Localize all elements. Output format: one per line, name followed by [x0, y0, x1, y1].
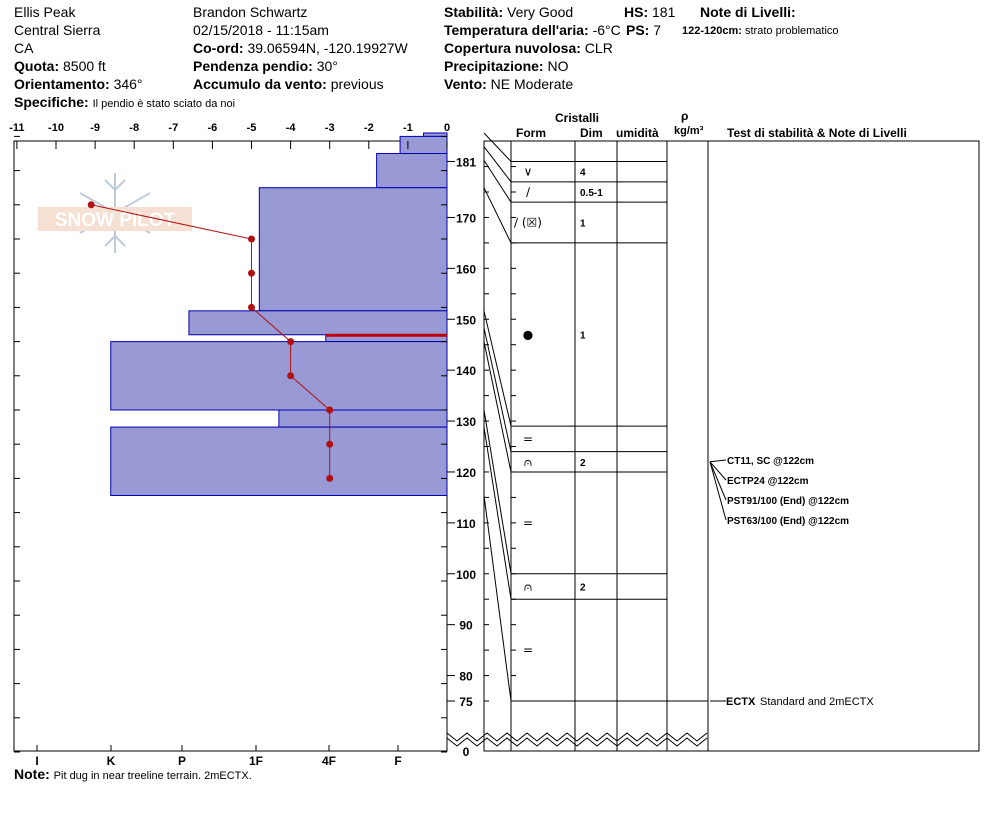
temperature-point: [326, 407, 333, 414]
stability-test-text: Standard and 2mECTX: [760, 696, 874, 708]
ps-label: PS:: [626, 22, 650, 38]
form-header: Form: [516, 126, 546, 140]
hs-label: HS:: [624, 4, 649, 20]
depth-axis-label: 181: [455, 155, 477, 170]
right-panel-frame: [484, 141, 979, 751]
depth-axis-label: 120: [455, 465, 477, 480]
moisture-header: umidità: [616, 126, 659, 140]
slope-label: Pendenza pendio:: [193, 58, 313, 74]
cloud-value: CLR: [584, 40, 613, 56]
axis-break-zigzag: [447, 733, 707, 741]
hardness-tick-label: F: [394, 754, 402, 768]
temperature-point: [326, 441, 333, 448]
stability-test-arrow: [710, 460, 726, 462]
temperature-point: [248, 304, 255, 311]
depth-axis-label: 130: [455, 415, 477, 430]
aspect-label: Orientamento:: [14, 76, 110, 92]
stability-notes-header: Test di stabilità & Note di Livelli: [727, 126, 907, 140]
temp-tick-label: -9: [90, 122, 100, 134]
wind-label: Vento:: [444, 76, 487, 92]
specifics-label: Specifiche:: [14, 94, 89, 110]
snowpilot-logo: [38, 173, 192, 253]
weak-layer-marker: [326, 334, 447, 337]
temp-tick-label: -1: [403, 122, 413, 134]
hardness-tick-label: 1F: [248, 754, 264, 768]
coord-value: 39.06594N, -120.19927W: [247, 40, 408, 56]
temperature-point: [248, 236, 255, 243]
grain-size-label: 2: [580, 457, 586, 469]
temp-tick-label: -5: [246, 122, 257, 134]
location: Ellis Peak: [14, 4, 76, 20]
depth-axis-label: 80: [459, 669, 473, 684]
grain-form-symbol: ⩀: [523, 454, 533, 469]
stability-test-text: ECTP24 @122cm: [727, 476, 809, 487]
temperature-point: [287, 372, 294, 379]
depth-axis-label: 170: [455, 211, 477, 226]
size-header: Dim: [580, 126, 603, 140]
grain-size-label: 4: [580, 167, 586, 179]
temp-tick-label: -8: [129, 122, 140, 134]
stability-test-text: CT11, SC @122cm: [727, 456, 815, 467]
axis-break-zigzag: [447, 738, 707, 746]
temperature-point: [88, 201, 95, 208]
grain-form-symbol: ⩀: [523, 579, 533, 594]
temp-tick-label: -3: [324, 122, 335, 134]
slope-value: 30°: [316, 58, 338, 74]
grain-form-symbol: ●: [522, 327, 534, 342]
grain-size-label: 1: [580, 330, 586, 342]
stability-value: Very Good: [507, 4, 574, 20]
temp-tick-label: -4: [285, 122, 296, 134]
temperature-point: [248, 270, 255, 277]
stability-label: Stabilità:: [444, 4, 504, 20]
depth-axis-label: 90: [459, 618, 473, 633]
grain-size-label: 2: [580, 582, 586, 594]
layer-connector: [484, 496, 511, 702]
depth-axis-label: 160: [455, 262, 477, 277]
layer-connector: [484, 133, 511, 161]
crystals-header: Cristalli: [555, 111, 600, 125]
range: Central Sierra: [14, 22, 101, 38]
depth-axis-label: 110: [456, 516, 476, 531]
grain-size-label: 0.5-1: [580, 188, 603, 199]
depth-axis-label: 0: [462, 745, 470, 759]
rho-header: ρ: [681, 109, 689, 123]
stability-test-text: PST91/100 (End) @122cm: [727, 496, 850, 507]
temp-tick-label: 0: [443, 122, 451, 134]
temp-tick-label: -10: [48, 122, 64, 134]
depth-axis-label: 75: [459, 695, 473, 709]
hardness-tick-label: I: [35, 754, 39, 768]
stability-test-text: PST63/100 (End) @122cm: [727, 516, 850, 527]
layer-note-depth: 122-120cm:: [682, 25, 742, 37]
temp-tick-label: -7: [168, 122, 179, 134]
grain-form-symbol: =: [522, 431, 534, 446]
hardness-tick-label: 4F: [321, 754, 337, 768]
stability-test-arrow: [710, 462, 726, 500]
grain-form-symbol: =: [522, 515, 534, 530]
hardness-bar: [279, 410, 447, 427]
layer-note-text: strato problematico: [745, 25, 839, 37]
temp-tick-label: -11: [9, 122, 25, 134]
elevation-value: 8500 ft: [63, 58, 106, 74]
hs-value: 181: [652, 4, 676, 20]
temp-tick-label: -2: [363, 122, 374, 134]
observer: Brandon Schwartz: [193, 4, 308, 20]
hardness-tick-label: K: [106, 754, 116, 768]
air-temp-value: -6°C: [592, 22, 621, 38]
hardness-bar: [377, 154, 447, 188]
temperature-point: [287, 338, 294, 345]
layer-connector: [484, 147, 511, 182]
aspect-value: 346°: [113, 76, 143, 92]
precip-label: Precipitazione:: [444, 58, 544, 74]
temp-tick-label: -6: [207, 122, 218, 134]
hardness-bar: [111, 342, 447, 410]
note-label: Note:: [14, 766, 50, 782]
hardness-bar: [400, 136, 447, 153]
hardness-tick-label: P: [177, 754, 187, 768]
depth-axis-label: 100: [455, 567, 477, 582]
grain-form-symbol: ∕: [525, 185, 531, 199]
grain-size-label: 1: [580, 218, 586, 230]
precip-value: NO: [547, 58, 569, 74]
coord-label: Co-ord:: [193, 40, 244, 56]
ps-value: 7: [653, 22, 662, 38]
hardness-bar: [111, 427, 447, 495]
datetime: 02/15/2018 - 11:15am: [193, 22, 329, 38]
grain-form-symbol: =: [522, 643, 534, 658]
cloud-label: Copertura nuvolosa:: [444, 40, 581, 56]
grain-form-symbol: ∨: [523, 164, 533, 179]
wind-load-value: previous: [330, 76, 384, 92]
depth-axis-label: 140: [455, 364, 477, 379]
hardness-bar: [259, 188, 447, 311]
depth-axis-label: 150: [455, 313, 477, 328]
layer-notes-title: Note di Livelli:: [700, 4, 796, 20]
note-text: Pit dug in near treeline terrain. 2mECTX.: [53, 770, 252, 782]
wind-load-label: Accumulo da vento:: [193, 76, 327, 92]
logo-text: SNOW PILOT: [54, 210, 176, 231]
state: CA: [14, 40, 34, 56]
specifics-value: Il pendio è stato sciato da noi: [92, 98, 236, 110]
wind-value: NE Moderate: [490, 76, 574, 92]
air-temp-label: Temperatura dell'aria:: [444, 22, 589, 38]
temperature-point: [326, 475, 333, 482]
elevation-label: Quota:: [14, 58, 60, 74]
hardness-bar: [189, 311, 447, 335]
density-unit-header: kg/m³: [674, 125, 704, 137]
grain-form-symbol: ∕ (☒): [514, 215, 542, 230]
stability-test-label: ECTX: [726, 696, 756, 708]
